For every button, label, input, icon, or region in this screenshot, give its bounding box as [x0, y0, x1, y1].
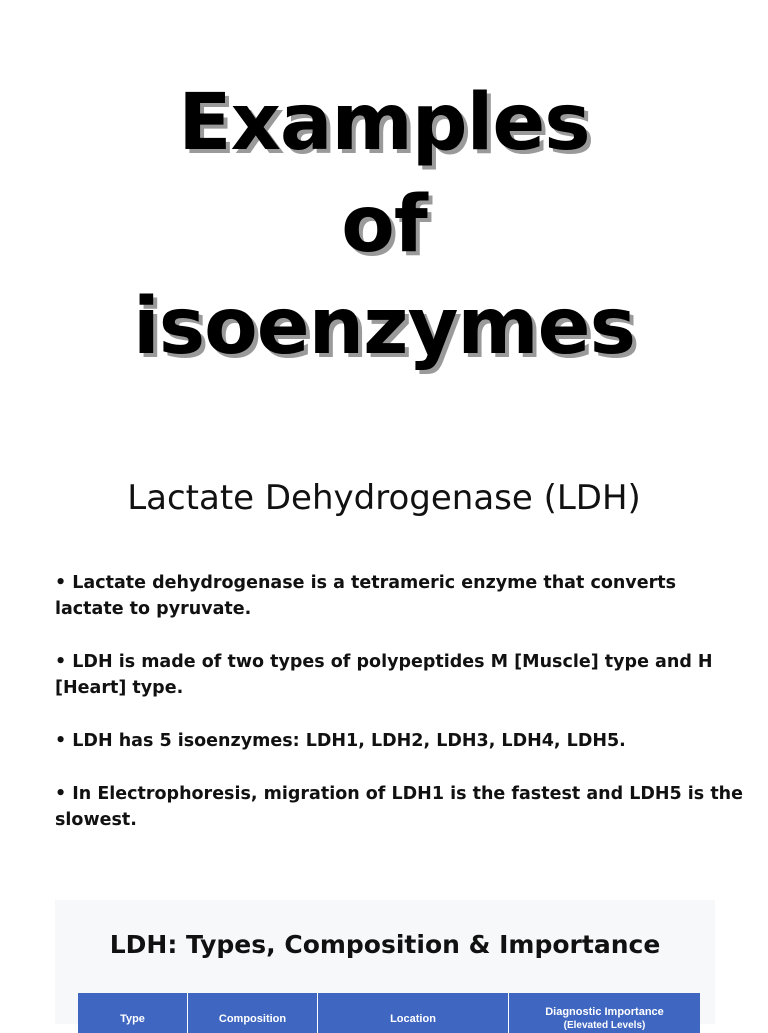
title-line-3: isoenzymes [132, 282, 636, 372]
column-header-diagnostic-importance [509, 993, 700, 1033]
bullet-list [55, 570, 745, 860]
column-header-diagnostic-label: Diagnostic Importance [545, 1006, 664, 1018]
title-line-1: Examples [178, 78, 590, 168]
column-header-type: Type [78, 993, 188, 1033]
bullet-item: • LDH is made of two types of polypeptides M [Muscle] type and H [Heart] type. [55, 652, 713, 698]
section-heading: Lactate Dehydrogenase (LDH) [127, 478, 641, 518]
column-header-diagnostic-sub: (Elevated Levels) [563, 1020, 646, 1031]
bullet-item: • Lactate dehydrogenase is a tetrameric enzyme that converts lactate to pyruvate. [55, 573, 676, 619]
ldh-table-card [55, 900, 715, 1031]
page-title [0, 72, 768, 378]
column-header-location: Location [318, 993, 509, 1033]
column-header-composition: Composition [188, 993, 318, 1033]
table-title: LDH: Types, Composition & Importance [109, 930, 661, 959]
title-line-2: of [341, 180, 427, 270]
bullet-item: • LDH has 5 isoenzymes: LDH1, LDH2, LDH3, LDH4, LDH5. [55, 731, 626, 751]
bullet-item: • In Electrophoresis, migration of LDH1 is the fastest and LDH5 is the slowest. [55, 784, 744, 830]
table-header-row [78, 993, 700, 1033]
